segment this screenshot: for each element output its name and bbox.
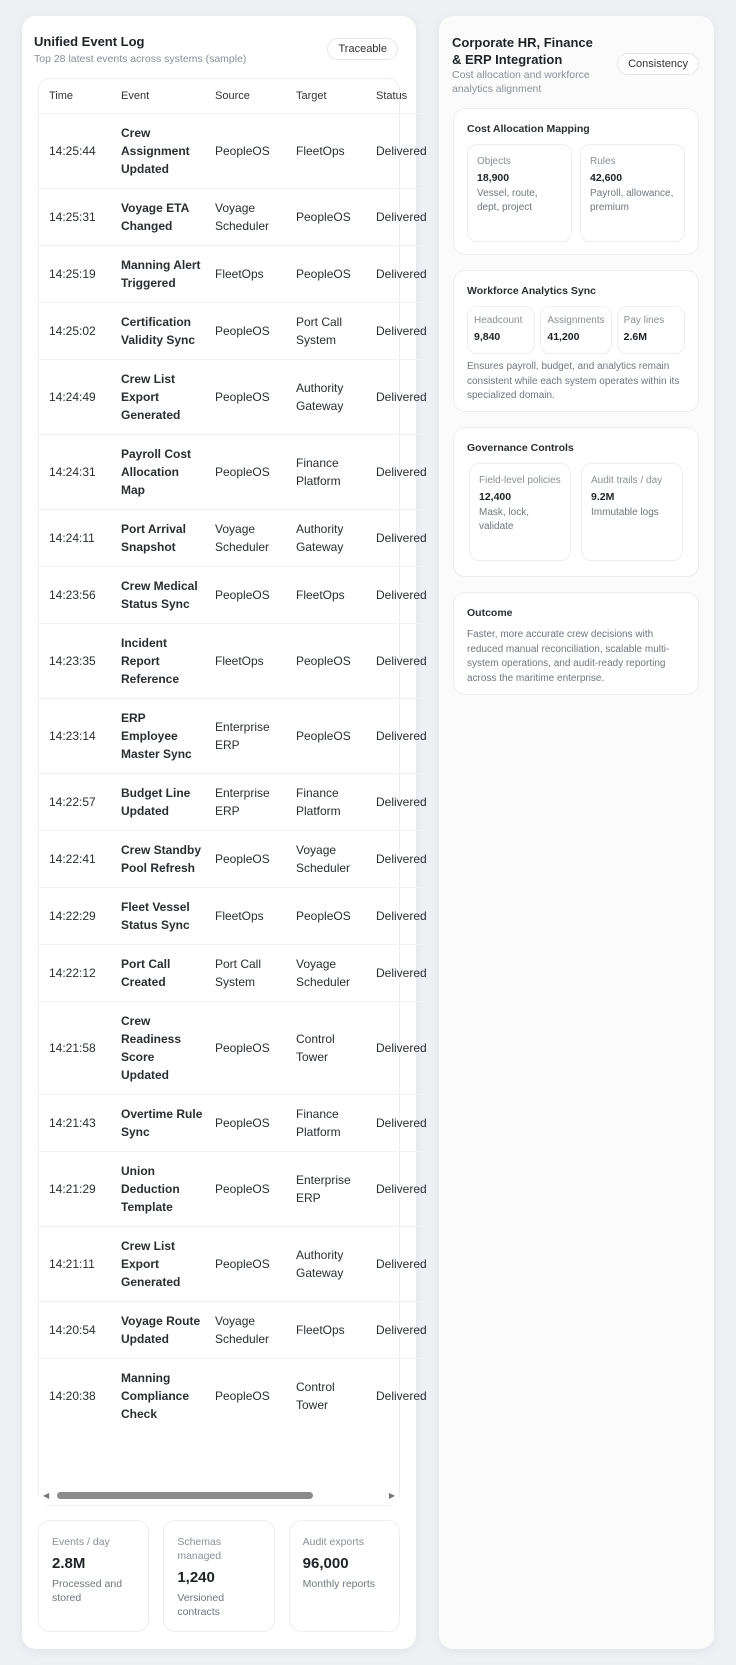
stat-card-schemas	[163, 1520, 274, 1632]
scrollbar-thumb[interactable]	[57, 1492, 313, 1499]
table-row[interactable]	[39, 245, 459, 302]
table-row[interactable]	[39, 188, 459, 245]
cell-time: 14:20:54	[39, 1301, 111, 1358]
mini-value: 42,600	[590, 172, 623, 184]
cell-target: Port Call System	[286, 302, 366, 359]
cell-target: PeopleOS	[286, 245, 366, 302]
table-row[interactable]	[39, 434, 459, 509]
cell-status: Delivered	[366, 698, 459, 773]
cell-status: Delivered	[366, 302, 459, 359]
cell-source: Port Call System	[205, 944, 286, 1001]
cell-time: 14:24:11	[39, 509, 111, 566]
cell-status: Delivered	[366, 1001, 459, 1094]
cell-time: 14:25:19	[39, 245, 111, 302]
cell-event: Manning Compliance Check	[111, 1358, 205, 1433]
cell-event: Crew List Export Generated	[111, 1226, 205, 1301]
table-row[interactable]	[39, 1226, 459, 1301]
cell-target: Voyage Scheduler	[286, 944, 366, 1001]
table-row[interactable]	[39, 1001, 459, 1094]
cell-target: Finance Platform	[286, 434, 366, 509]
mini-label: Objects	[477, 156, 511, 167]
panel-subtitle: Cost allocation and workforce analytics alignment	[452, 69, 590, 95]
table-row[interactable]	[39, 623, 459, 698]
stat-label: Schemas managed	[177, 1536, 222, 1562]
cell-event: Port Arrival Snapshot	[111, 509, 205, 566]
cell-status: Delivered	[366, 509, 459, 566]
cell-source: PeopleOS	[205, 113, 286, 188]
cell-time: 14:23:35	[39, 623, 111, 698]
stat-label: Audit exports	[302, 1536, 364, 1548]
cell-status: Delivered	[366, 1358, 459, 1433]
mini-label: Audit trails / day	[591, 475, 663, 486]
cell-time: 14:25:31	[39, 188, 111, 245]
cell-time: 14:21:29	[39, 1151, 111, 1226]
cell-source: Voyage Scheduler	[205, 509, 286, 566]
stat-desc: Monthly reports	[302, 1578, 376, 1590]
table-row[interactable]	[39, 1151, 459, 1226]
cell-target: PeopleOS	[286, 698, 366, 773]
cell-status: Delivered	[366, 434, 459, 509]
audit-trails-card	[581, 463, 683, 561]
cell-event: Manning Alert Triggered	[111, 245, 205, 302]
cost-allocation-section	[453, 108, 699, 255]
cell-source: FleetOps	[205, 245, 286, 302]
horizontal-scrollbar[interactable]	[39, 1485, 399, 1505]
event-table[interactable]	[38, 78, 427, 1506]
table-row[interactable]	[39, 302, 459, 359]
cell-event: Port Call Created	[111, 944, 205, 1001]
stat-desc: Versioned contracts	[177, 1592, 225, 1618]
table-row[interactable]	[39, 773, 459, 830]
section-title: Workforce Analytics Sync	[467, 285, 596, 297]
mini-value: 2.6M	[623, 331, 647, 343]
cell-status: Delivered	[366, 566, 459, 623]
cell-time: 14:25:44	[39, 113, 111, 188]
governance-section	[453, 427, 699, 577]
cell-time: 14:22:57	[39, 773, 111, 830]
table-row[interactable]	[39, 509, 459, 566]
cell-source: PeopleOS	[205, 1094, 286, 1151]
cell-time: 14:22:12	[39, 944, 111, 1001]
table-row[interactable]	[39, 566, 459, 623]
cell-target: Control Tower	[286, 1001, 366, 1094]
cell-source: Enterprise ERP	[205, 698, 286, 773]
cell-status: Delivered	[366, 113, 459, 188]
column-header-target[interactable]: Target	[296, 89, 327, 102]
stat-value: 1,240	[177, 1569, 215, 1586]
cell-target: Control Tower	[286, 1358, 366, 1433]
mini-desc: Vessel, route, dept, project	[477, 188, 538, 213]
table-row[interactable]	[39, 830, 459, 887]
table-row[interactable]	[39, 698, 459, 773]
scroll-left-arrow-icon[interactable]: ◀	[43, 1491, 50, 1500]
cell-time: 14:25:02	[39, 302, 111, 359]
cell-status: Delivered	[366, 887, 459, 944]
headcount-card	[467, 306, 535, 354]
cell-target: Finance Platform	[286, 1094, 366, 1151]
assignments-card	[540, 306, 611, 354]
cell-source: FleetOps	[205, 623, 286, 698]
cell-status: Delivered	[366, 773, 459, 830]
mini-label: Pay lines	[623, 315, 665, 326]
cell-time: 14:23:56	[39, 566, 111, 623]
cell-source: Voyage Scheduler	[205, 188, 286, 245]
cell-target: PeopleOS	[286, 623, 366, 698]
table-row[interactable]	[39, 944, 459, 1001]
cell-target: PeopleOS	[286, 887, 366, 944]
cell-target: FleetOps	[286, 566, 366, 623]
mini-value: 41,200	[547, 331, 580, 343]
cell-time: 14:21:58	[39, 1001, 111, 1094]
cell-source: PeopleOS	[205, 434, 286, 509]
cell-event: Voyage ETA Changed	[111, 188, 205, 245]
traceable-badge: Traceable	[327, 38, 398, 60]
table-header	[39, 79, 459, 113]
mini-label: Assignments	[547, 315, 605, 326]
integration-panel	[439, 16, 714, 1649]
outcome-text: Faster, more accurate crew decisions with reduced manual reconciliation, scalable multi-system operations, and audit-ready reporting across the maritime enterprise.	[467, 629, 670, 684]
cell-source: PeopleOS	[205, 1151, 286, 1226]
cell-source: PeopleOS	[205, 302, 286, 359]
section-title: Governance Controls	[467, 442, 574, 454]
cell-time: 14:24:49	[39, 359, 111, 434]
cell-time: 14:24:31	[39, 434, 111, 509]
cell-status: Delivered	[366, 359, 459, 434]
column-header-event[interactable]: Event	[121, 89, 150, 102]
cell-source: PeopleOS	[205, 566, 286, 623]
panel-subtitle: Top 28 latest events across systems (sample)	[34, 53, 247, 65]
stat-card-events	[38, 1520, 149, 1632]
mini-desc: Payroll, allowance, premium	[590, 188, 674, 213]
cell-time: 14:21:11	[39, 1226, 111, 1301]
table-row[interactable]	[39, 1094, 459, 1151]
table-row[interactable]	[39, 359, 459, 434]
cell-status: Delivered	[366, 623, 459, 698]
cell-event: Incident Report Reference	[111, 623, 205, 698]
stat-card-audit-exports	[289, 1520, 400, 1632]
stat-desc: Processed and stored	[52, 1578, 123, 1604]
cell-target: Authority Gateway	[286, 1226, 366, 1301]
cell-target: Authority Gateway	[286, 359, 366, 434]
outcome-section	[453, 592, 699, 695]
workforce-sync-section	[453, 270, 699, 412]
column-header-source[interactable]: Source	[215, 89, 250, 102]
cell-target: Voyage Scheduler	[286, 830, 366, 887]
table-row[interactable]	[39, 887, 459, 944]
cell-source: PeopleOS	[205, 1226, 286, 1301]
cell-source: FleetOps	[205, 887, 286, 944]
cell-source: PeopleOS	[205, 359, 286, 434]
cell-target: Authority Gateway	[286, 509, 366, 566]
cell-target: FleetOps	[286, 113, 366, 188]
workforce-note: Ensures payroll, budget, and analytics remain consistent while each system operates within its specialized domain.	[467, 361, 680, 401]
cell-event: Crew Standby Pool Refresh	[111, 830, 205, 887]
cell-event: Crew Readiness Score Updated	[111, 1001, 205, 1094]
cell-status: Delivered	[366, 944, 459, 1001]
cell-target: Finance Platform	[286, 773, 366, 830]
cell-target: PeopleOS	[286, 188, 366, 245]
mini-value: 9.2M	[591, 491, 615, 503]
cell-event: Crew Assignment Updated	[111, 113, 205, 188]
section-title: Outcome	[467, 607, 513, 619]
cell-source: PeopleOS	[205, 1358, 286, 1433]
cell-event: ERP Employee Master Sync	[111, 698, 205, 773]
stat-value: 96,000	[302, 1555, 349, 1572]
mini-label: Headcount	[474, 315, 523, 326]
cell-event: Fleet Vessel Status Sync	[111, 887, 205, 944]
consistency-badge: Consistency	[617, 53, 699, 75]
cell-target: Enterprise ERP	[286, 1151, 366, 1226]
cell-event: Crew Medical Status Sync	[111, 566, 205, 623]
cell-time: 14:22:29	[39, 887, 111, 944]
cell-event: Budget Line Updated	[111, 773, 205, 830]
cell-event: Union Deduction Template	[111, 1151, 205, 1226]
section-title: Cost Allocation Mapping	[467, 123, 590, 135]
table-row[interactable]	[39, 1301, 459, 1358]
cell-event: Payroll Cost Allocation Map	[111, 434, 205, 509]
scroll-right-arrow-icon[interactable]: ▶	[388, 1491, 395, 1500]
cell-status: Delivered	[366, 1226, 459, 1301]
cell-source: Voyage Scheduler	[205, 1301, 286, 1358]
event-log-panel	[22, 16, 427, 1649]
cell-target: FleetOps	[286, 1301, 366, 1358]
rules-card	[580, 144, 685, 242]
mini-label: Field-level policies	[479, 475, 561, 486]
cell-status: Delivered	[366, 188, 459, 245]
panel-title: Unified Event Log	[34, 34, 145, 49]
panel-title: Corporate HR, Finance & ERP Integration	[452, 35, 593, 67]
cell-source: PeopleOS	[205, 830, 286, 887]
objects-card	[467, 144, 572, 242]
cell-event: Overtime Rule Sync	[111, 1094, 205, 1151]
stat-label: Events / day	[52, 1536, 110, 1548]
table-row[interactable]	[39, 113, 459, 188]
cell-status: Delivered	[366, 245, 459, 302]
cell-time: 14:23:14	[39, 698, 111, 773]
mini-desc: Mask, lock, validate	[479, 507, 530, 532]
cell-source: PeopleOS	[205, 1001, 286, 1094]
mini-label: Rules	[590, 156, 616, 167]
cell-status: Delivered	[366, 1094, 459, 1151]
cell-time: 14:22:41	[39, 830, 111, 887]
cell-status: Delivered	[366, 830, 459, 887]
column-header-time[interactable]: Time	[49, 89, 74, 102]
cell-status: Delivered	[366, 1301, 459, 1358]
cell-event: Crew List Export Generated	[111, 359, 205, 434]
stat-value: 2.8M	[52, 1555, 86, 1572]
stats-row	[38, 1520, 400, 1632]
cell-time: 14:21:43	[39, 1094, 111, 1151]
cell-status: Delivered	[366, 1151, 459, 1226]
column-header-status[interactable]: Status	[376, 89, 408, 102]
mini-value: 18,900	[477, 172, 510, 184]
table-row[interactable]	[39, 1358, 459, 1433]
mini-value: 12,400	[479, 491, 512, 503]
pay-lines-card	[617, 306, 685, 354]
mini-desc: Immutable logs	[591, 507, 659, 518]
cell-time: 14:20:38	[39, 1358, 111, 1433]
cell-event: Certification Validity Sync	[111, 302, 205, 359]
mini-value: 9,840	[474, 331, 501, 343]
field-policies-card	[469, 463, 571, 561]
cell-event: Voyage Route Updated	[111, 1301, 205, 1358]
cell-source: Enterprise ERP	[205, 773, 286, 830]
